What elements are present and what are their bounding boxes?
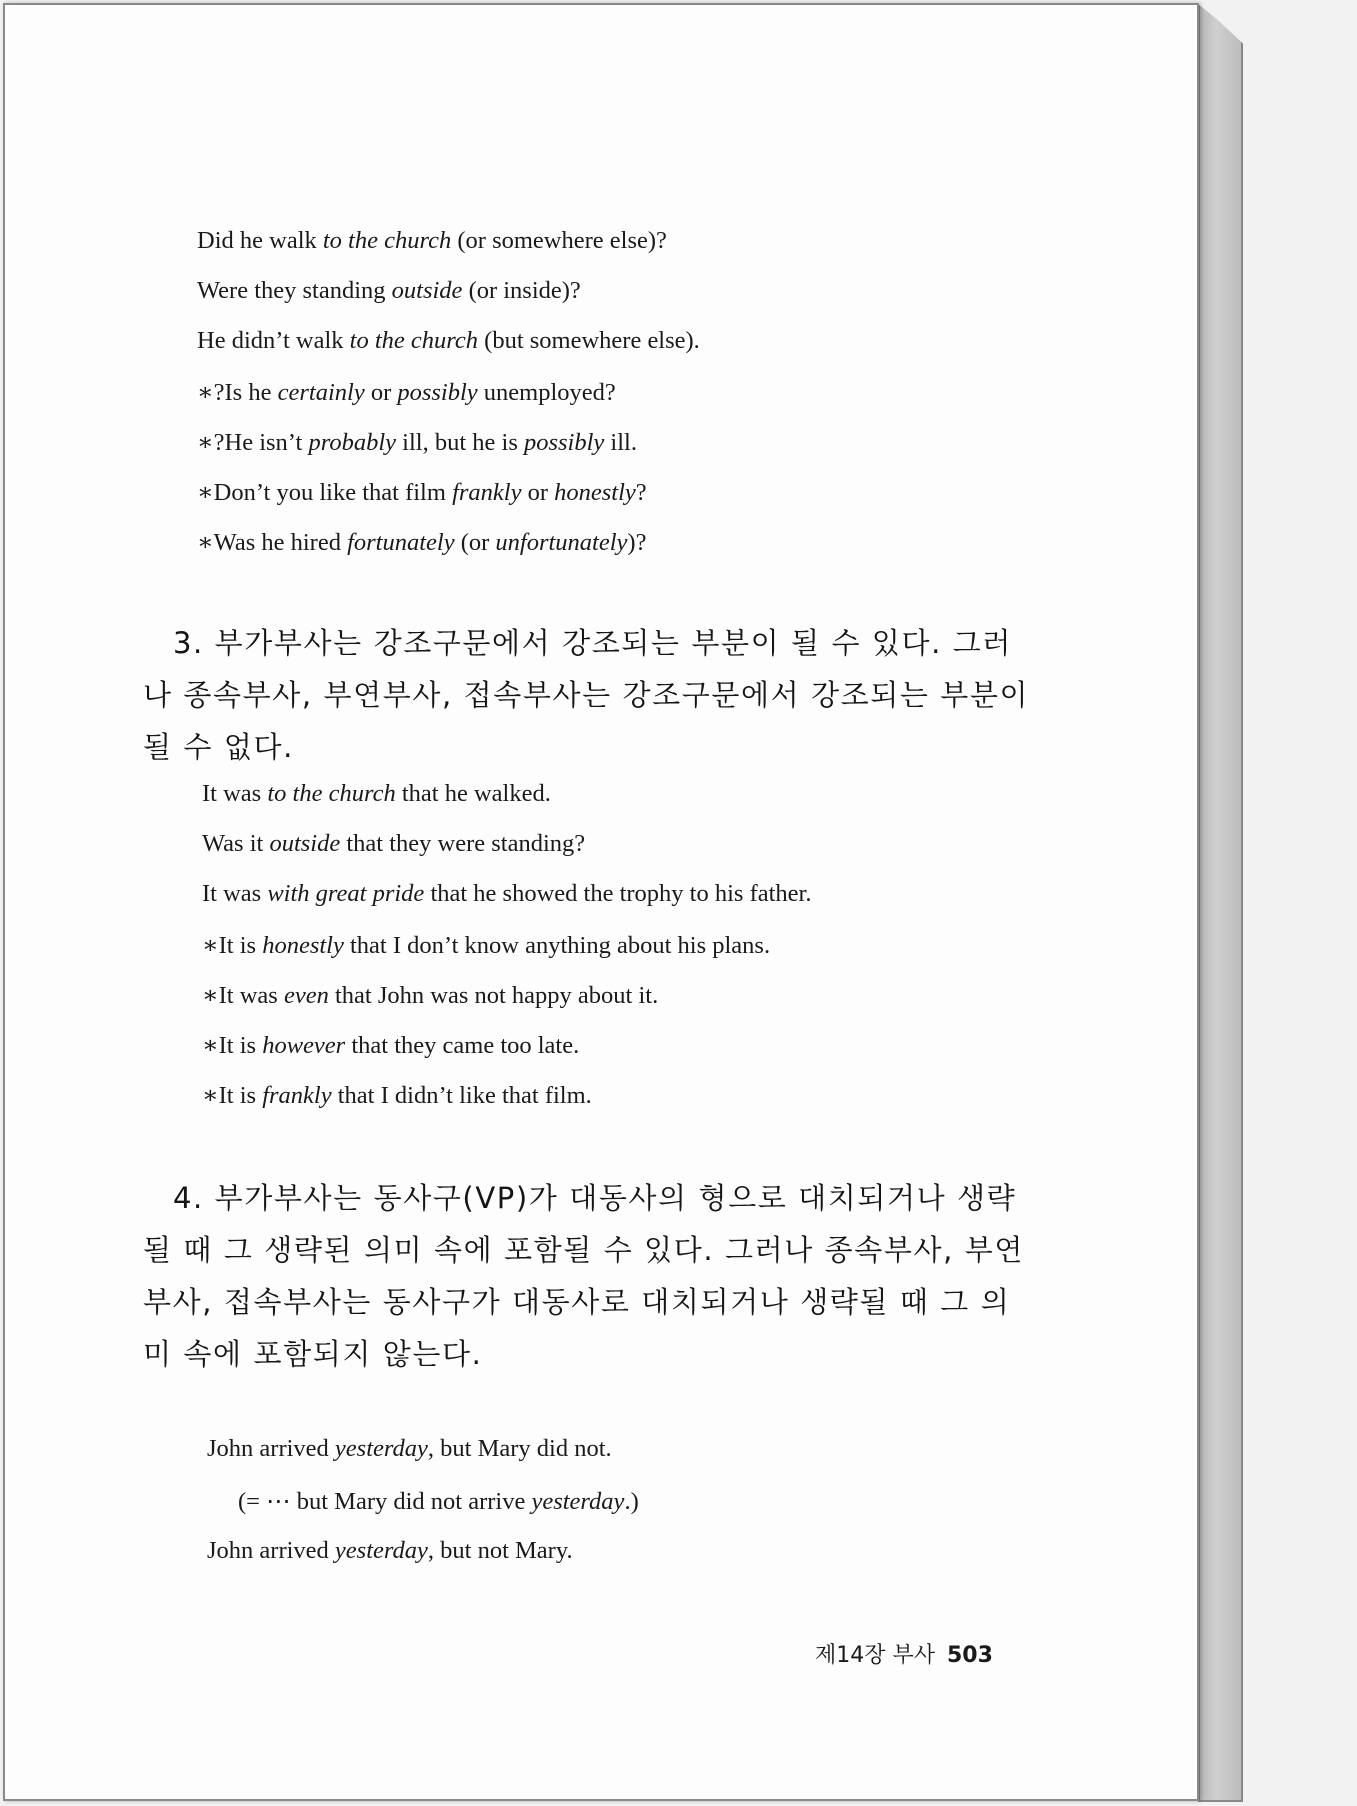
example-sentence: [202, 1030, 579, 1060]
italic-phrase: to the church: [322, 227, 452, 254]
text-segment: .): [624, 1488, 639, 1515]
example-sentence: [197, 227, 667, 255]
text-segment: Were they standing: [197, 277, 392, 304]
italic-phrase: outside: [391, 277, 463, 304]
text-segment: that he showed the trophy to his father.: [424, 880, 812, 907]
text-segment: ∗Don’t you like that film: [197, 479, 453, 506]
italic-phrase: certainly: [277, 379, 365, 406]
text-segment: It was: [202, 780, 268, 807]
example-sentence: [202, 980, 658, 1010]
paragraph-4: [143, 1172, 1033, 1380]
page-number: 503: [947, 1643, 993, 1668]
text-segment: , but not Mary.: [427, 1537, 573, 1564]
example-sentence: [197, 377, 616, 407]
italic-phrase: probably: [308, 429, 397, 456]
example-sentence: [197, 277, 581, 305]
paragraph-4-text: 4. 부가부사는 동사구(VP)가 대동사의 형으로 대치되거나 생략될 때 그 생략된 의미 속에 포함될 수 있다. 그러나 종속부사, 부연부사, 접속부사는 동사구가 대동사로 대치되거나 생략될 때 그 의미 속에 포함되지 않는다.: [143, 1181, 1024, 1371]
text-segment: Was it: [202, 830, 270, 857]
italic-phrase: frankly: [262, 1082, 332, 1109]
text-segment: , but Mary did not.: [427, 1435, 612, 1462]
book-page-edge: [1198, 4, 1243, 1802]
italic-phrase: unfortunately: [495, 529, 628, 556]
text-segment: unemployed?: [477, 379, 616, 406]
text-segment: (or somewhere else)?: [451, 227, 667, 254]
text-segment: (or: [454, 529, 496, 556]
italic-phrase: possibly: [523, 429, 605, 456]
text-segment: that I don’t know anything about his plans.: [343, 932, 771, 959]
text-segment: (= ⋯ but Mary did not arrive: [238, 1488, 532, 1515]
text-segment: (but somewhere else).: [478, 327, 700, 354]
italic-phrase: to the church: [267, 780, 396, 807]
italic-phrase: yesterday: [334, 1435, 428, 1462]
text-segment: ill, but he is: [396, 429, 524, 456]
text-segment: that he walked.: [395, 780, 551, 807]
italic-phrase: frankly: [452, 479, 522, 506]
example-sentence: [202, 780, 551, 808]
italic-phrase: yesterday: [531, 1488, 625, 1515]
italic-phrase: yesterday: [334, 1537, 428, 1564]
italic-phrase: even: [283, 982, 329, 1009]
text-segment: ∗It is: [202, 932, 263, 959]
example-sentence: [197, 327, 700, 355]
book-page: [3, 3, 1199, 1801]
text-segment: He didn’t walk: [197, 327, 350, 354]
italic-phrase: with great pride: [267, 880, 425, 907]
italic-phrase: possibly: [397, 379, 478, 406]
text-segment: ill.: [604, 429, 637, 456]
text-segment: or: [521, 479, 555, 506]
text-segment: that they were standing?: [340, 830, 586, 857]
text-segment: ∗?Is he: [197, 379, 278, 406]
example-sentence: [207, 1537, 573, 1565]
text-segment: ∗?He isn’t: [197, 429, 309, 456]
text-segment: or: [364, 379, 398, 406]
text-segment: ∗It is: [202, 1032, 263, 1059]
example-sentence: [202, 830, 585, 858]
text-segment: John arrived: [207, 1537, 335, 1564]
example-sentence: [197, 427, 637, 457]
example-sentence: [238, 1486, 639, 1516]
italic-phrase: outside: [269, 830, 341, 857]
chapter-label: 제14장 부사: [815, 1643, 935, 1668]
text-segment: It was: [202, 880, 268, 907]
italic-phrase: honestly: [554, 479, 636, 506]
text-segment: that I didn’t like that film.: [331, 1082, 592, 1109]
text-segment: Did he walk: [197, 227, 323, 254]
page-footer: [815, 1638, 993, 1669]
example-sentence: [197, 527, 646, 557]
text-segment: ?: [635, 479, 647, 506]
example-sentence: [202, 930, 770, 960]
italic-phrase: honestly: [262, 932, 344, 959]
text-segment: )?: [627, 529, 647, 556]
text-segment: ∗It was: [202, 982, 284, 1009]
text-segment: (or inside)?: [462, 277, 581, 304]
italic-phrase: however: [262, 1032, 346, 1059]
text-segment: ∗Was he hired: [197, 529, 348, 556]
example-sentence: [202, 1080, 592, 1110]
text-segment: ∗It is: [202, 1082, 263, 1109]
paragraph-3-text: 3. 부가부사는 강조구문에서 강조되는 부분이 될 수 있다. 그러나 종속부사, 부연부사, 접속부사는 강조구문에서 강조되는 부분이 될 수 없다.: [143, 626, 1030, 764]
text-segment: John arrived: [207, 1435, 335, 1462]
text-segment: that John was not happy about it.: [328, 982, 659, 1009]
paragraph-3: [143, 617, 1033, 773]
italic-phrase: fortunately: [347, 529, 455, 556]
example-sentence: [197, 477, 647, 507]
example-sentence: [207, 1435, 612, 1463]
example-sentence: [202, 880, 811, 908]
italic-phrase: to the church: [349, 327, 479, 354]
text-segment: that they came too late.: [345, 1032, 580, 1059]
